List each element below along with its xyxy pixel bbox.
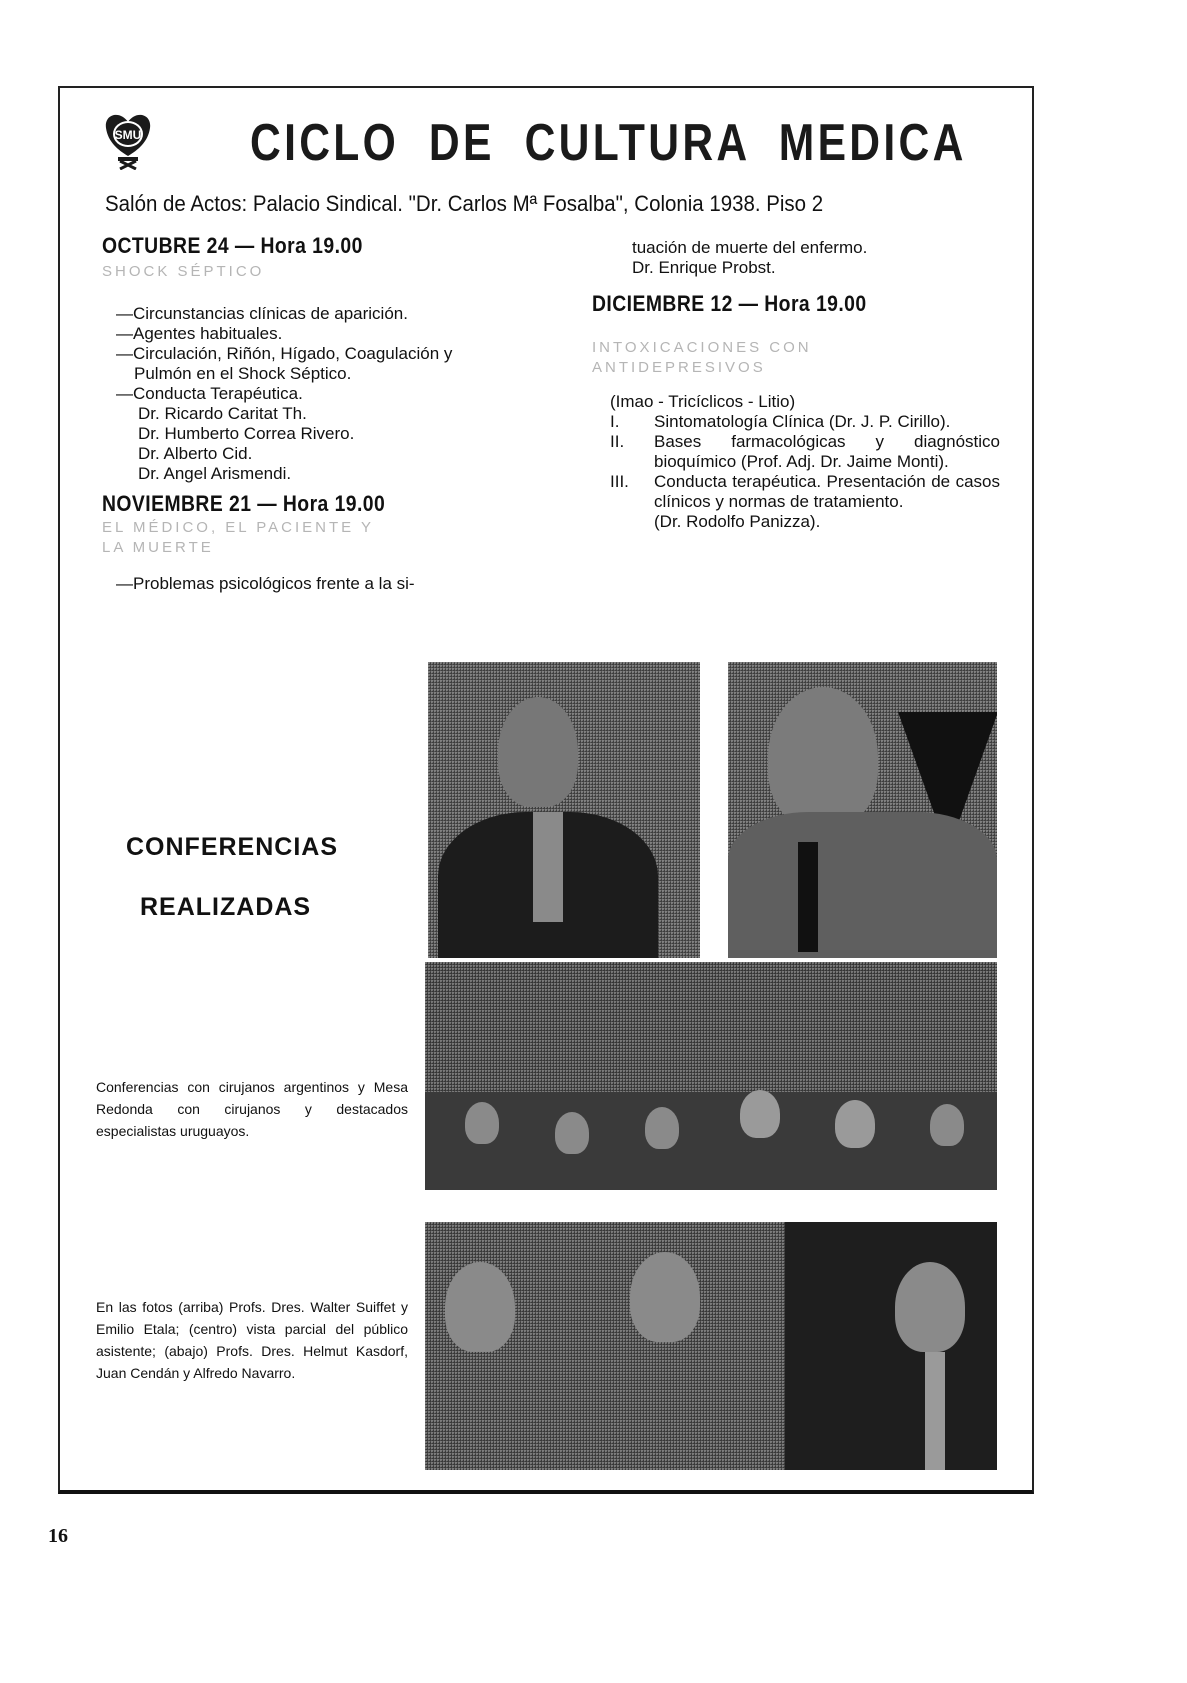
caption-photos: En las fotos (arriba) Profs. Dres. Walter Suiffet y Emilio Etala; (centro) vista parcial del público asistente; (abajo) Profs. Dres. Helmut Kasdorf, Juan Cendán y Alfredo Navarro. — [96, 1299, 408, 1381]
figure-body — [728, 812, 997, 958]
session-topic: EL MÉDICO, EL PACIENTE Y — [102, 519, 375, 536]
left-column — [102, 233, 500, 594]
photo-middle — [425, 962, 997, 1190]
photo-bottom — [425, 1222, 997, 1470]
audience-head — [930, 1104, 964, 1146]
panelist-tie — [925, 1352, 945, 1470]
page-title: CICLO DE CULTURA MEDICA — [250, 114, 967, 172]
speaker: Dr. Alberto Cid. — [138, 444, 253, 463]
audience-head — [555, 1112, 589, 1154]
audience-head — [740, 1090, 780, 1138]
conferences-title-line1: CONFERENCIAS — [126, 833, 339, 861]
session-item: —Problemas psicológicos frente a la si- — [116, 574, 415, 593]
speaker: (Dr. Rodolfo Panizza). — [654, 512, 821, 531]
session-item: —Circulación, Riñón, Hígado, Coagulación y Pulmón en el Shock Séptico. — [116, 344, 453, 383]
panelist-head — [895, 1262, 965, 1352]
audience-row — [425, 1092, 997, 1190]
session-topic: SHOCK SÉPTICO — [102, 263, 265, 280]
venue-line: Salón de Actos: Palacio Sindical. "Dr. Carlos Mª Fosalba", Colonia 1938. Piso 2 — [105, 191, 824, 216]
speaker: Dr. Enrique Probst. — [632, 258, 776, 277]
numbered-point: II. Bases farmacológicas y diagnóstico bioquímico (Prof. Adj. Dr. Jaime Monti). — [610, 432, 1000, 471]
session-date-heading: OCTUBRE 24 — Hora 19.00 — [102, 233, 363, 258]
session-item: —Circunstancias clínicas de aparición. — [116, 304, 408, 323]
smu-logo — [104, 112, 152, 170]
session-topic: ANTIDEPRESIVOS — [592, 359, 766, 376]
figure-tie — [533, 812, 563, 922]
session-date-heading: NOVIEMBRE 21 — Hora 19.00 — [102, 491, 386, 516]
session-subtitle: (Imao - Tricíclicos - Litio) — [610, 392, 796, 411]
svg-text:SMU: SMU — [114, 128, 142, 142]
speaker: Dr. Ricardo Caritat Th. — [138, 404, 307, 423]
speaker: Dr. Humberto Correa Rivero. — [138, 424, 355, 443]
panelist-head — [630, 1252, 700, 1342]
session-topic: LA MUERTE — [102, 539, 214, 556]
page-number: 16 — [48, 1525, 68, 1547]
session-item-continued: tuación de muerte del enfermo. — [632, 238, 868, 257]
session-topic: INTOXICACIONES CON — [592, 339, 812, 356]
numbered-point: I. Sintomatología Clínica (Dr. J. P. Cirillo). — [610, 412, 951, 431]
session-date-heading: DICIEMBRE 12 — Hora 19.00 — [592, 291, 867, 316]
panelist-head — [445, 1262, 515, 1352]
audience-head — [465, 1102, 499, 1144]
session-item: —Agentes habituales. — [116, 324, 283, 343]
smu-emblem-icon — [104, 112, 152, 170]
figure-head — [768, 687, 878, 827]
audience-head — [645, 1107, 679, 1149]
conferences-title-line2: REALIZADAS — [140, 893, 312, 921]
audience-head — [835, 1100, 875, 1148]
numbered-point: III. Conducta terapéutica. Presentación de casos clínicos y normas de tratamiento. — [610, 472, 1000, 511]
right-column — [592, 238, 1000, 532]
caption-conferences: Conferencias con cirujanos argentinos y Mesa Redonda con cirujanos y destacados especialistas uruguayos. — [96, 1079, 408, 1139]
figure-head — [498, 697, 578, 807]
photo-top-right — [728, 662, 997, 958]
dark-background — [785, 1222, 997, 1470]
photo-top-left — [428, 662, 700, 958]
session-item: —Conducta Terapéutica. — [116, 384, 303, 403]
speaker: Dr. Angel Arismendi. — [138, 464, 292, 483]
figure-tie — [798, 842, 818, 952]
